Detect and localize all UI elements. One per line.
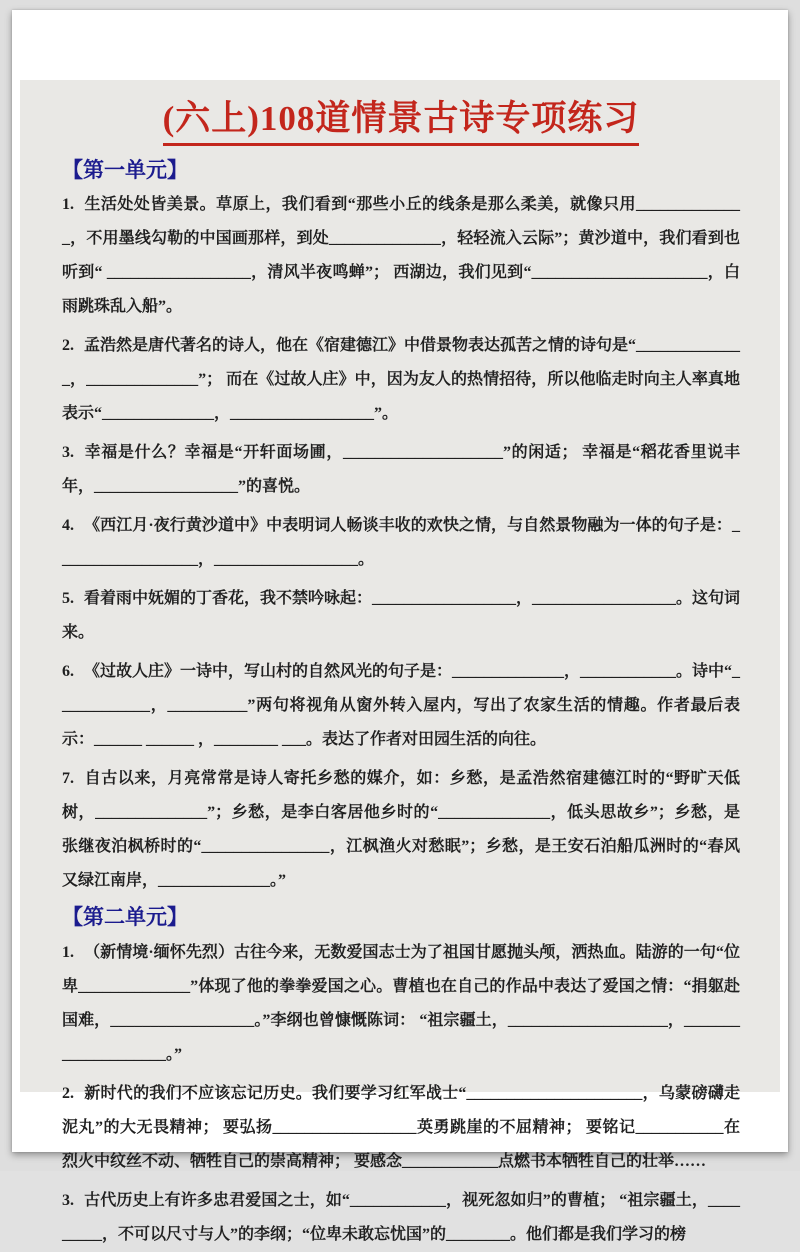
question-number: 7. <box>62 770 74 788</box>
question-number: 3. <box>62 1191 74 1209</box>
question-item <box>62 329 740 431</box>
question-number: 1. <box>62 943 74 961</box>
question-number: 2. <box>62 337 74 355</box>
question-number: 2. <box>62 1084 74 1102</box>
question-item <box>62 436 740 504</box>
worksheet-page <box>20 80 780 1243</box>
question-text: 《过故人庄》一诗中，写山村的自然风光的句子是：______________，____________。诗中“____________，__________”两句将视角从窗外转入屋内，写出了农家生活的情趣。作者最后表示：______ ______ ，________ ___。表达了作者对田园生活的向往。 <box>62 663 741 749</box>
question-item <box>62 582 740 650</box>
unit-1-heading: 【第一单元】 <box>62 158 188 182</box>
question-number: 6. <box>62 663 74 681</box>
question-text: 古代历史上有许多忠君爱国之士，如“____________，视死忽如归”的曹植； “祖宗疆土，_________，不可以尺寸与人”的李纲；“位卑未敢忘忧国”的________。他们都是我们学习的榜 <box>62 1191 740 1243</box>
question-item <box>62 188 740 324</box>
question-item <box>62 1184 740 1252</box>
question-number: 1. <box>62 196 74 214</box>
question-text: 《西江月·夜行黄沙道中》中表明词人畅谈丰收的欢快之情，与自然景物融为一体的句子是：__________________，__________________。 <box>62 517 740 569</box>
question-number: 3. <box>62 444 74 462</box>
question-item <box>62 655 740 757</box>
question-text: 自古以来，月亮常常是诗人寄托乡愁的媒介，如：乡愁，是孟浩然宿建德江时的“野旷天低树，______________”；乡愁，是李白客居他乡时的“______________，低头思故乡”；乡愁，是张继夜泊枫桥时的“________________，江枫渔火对愁眠”；乡愁，是王安石泊船瓜洲时的“春风又绿江南岸，______________。” <box>62 770 740 890</box>
question-text: 看着雨中妩媚的丁香花，我不禁吟咏起：__________________，__________________。这句词来。 <box>62 590 741 642</box>
question-text: （新情境·缅怀先烈）古往今来，无数爱国志士为了祖国甘愿抛头颅，洒热血。陆游的一句“位卑______________”体现了他的拳拳爱国之心。曹植也在自己的作品中表达了爱国之情：“捐躯赴国难，__________________。”李纲也曾慷慨陈词： “祖宗疆土，____________________，____________________。” <box>62 943 740 1063</box>
page-title <box>62 98 740 146</box>
question-number: 4. <box>62 517 74 535</box>
question-item <box>62 509 740 577</box>
question-item <box>62 936 740 1072</box>
question-text: 幸福是什么？幸福是“开轩面场圃，____________________”的闲适； 幸福是“稻花香里说丰年，__________________”的喜悦。 <box>62 444 740 496</box>
question-text: 生活处处皆美景。草原上，我们看到“那些小丘的线条是那么柔美，就像只用______________，不用墨线勾勒的中国画那样，到处______________，轻轻流入云际”；黄沙道中，我们看到也听到“ __________________，清风半夜鸣蝉”； 西湖边，我们见到“______________________，白雨跳珠乱入船”。 <box>62 196 740 316</box>
page-title-text: (六上)108道情景古诗专项练习 <box>163 98 640 146</box>
question-text: 孟浩然是唐代著名的诗人，他在《宿建德江》中借景物表达孤苦之情的诗句是“______________，______________”； 而在《过故人庄》中，因为友人的热情招待，所以他临走时向主人率真地表示“______________，__________________”。 <box>62 337 741 423</box>
question-text: 新时代的我们不应该忘记历史。我们要学习红军战士“______________________，乌蒙磅礴走泥丸”的大无畏精神； 要弘扬__________________英勇跳崖的不屈精神； 要铭记___________在烈火中纹丝不动、牺牲自己的崇高精神； 要感念____________点燃书本牺牲自己的壮举…… <box>62 1084 740 1170</box>
question-item <box>62 762 740 898</box>
question-item <box>62 1077 740 1179</box>
question-number: 5. <box>62 590 74 608</box>
unit-2-heading: 【第二单元】 <box>62 905 188 930</box>
document-card <box>12 10 788 1243</box>
